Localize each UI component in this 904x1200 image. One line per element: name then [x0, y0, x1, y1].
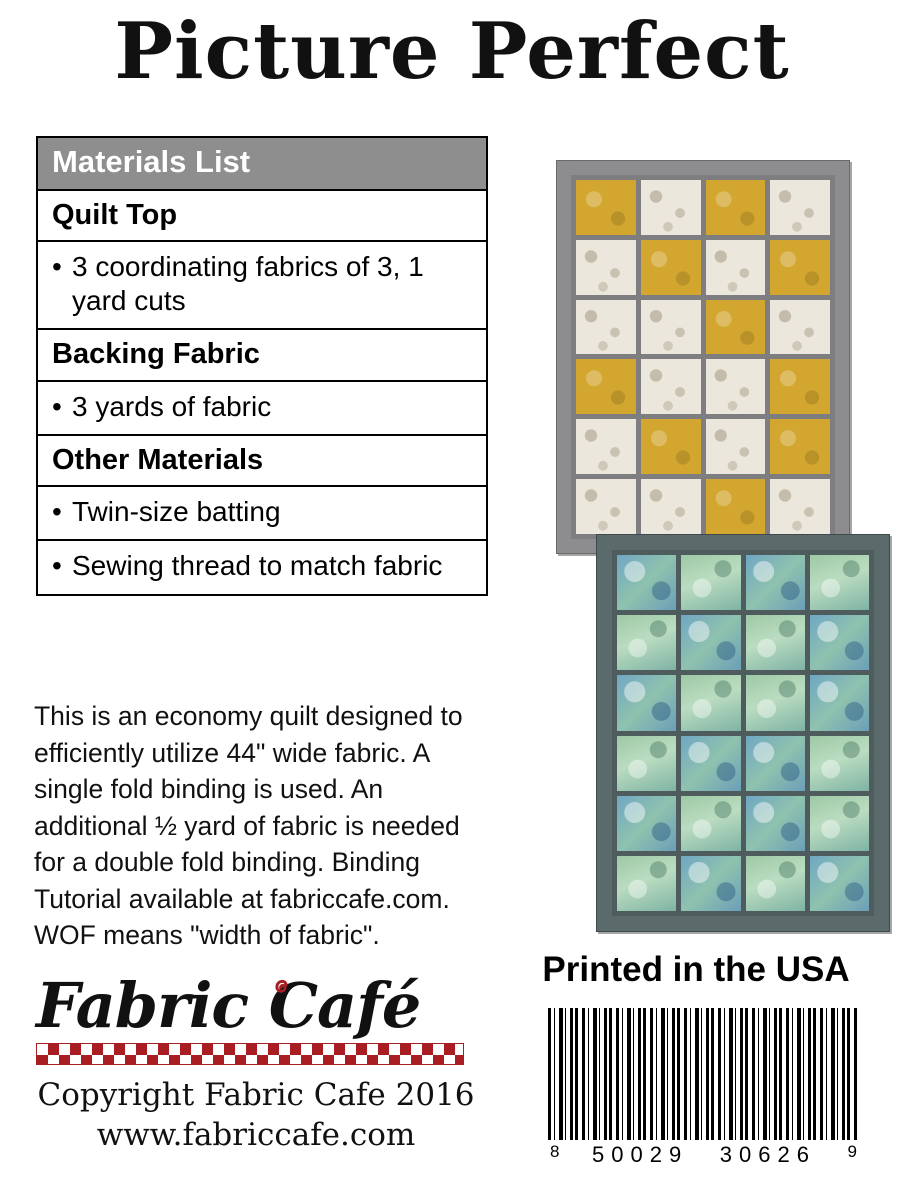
quilt-patch [746, 615, 805, 670]
quilt-patch [617, 615, 676, 670]
swirl-icon [264, 977, 294, 1007]
quilt-patch [706, 419, 766, 474]
materials-list-header: Materials List [38, 138, 486, 191]
quilt-patch [706, 359, 766, 414]
barcode-group-one: 50029 [592, 1142, 689, 1167]
list-item-label: Twin-size batting [72, 496, 281, 528]
barcode-digits [548, 1142, 860, 1168]
website-text: www.fabriccafe.com [96, 1117, 416, 1154]
quilt-patch [617, 736, 676, 791]
quilt-gold-grid [571, 175, 835, 539]
quilt-patch [706, 300, 766, 355]
barcode-block [548, 1008, 860, 1168]
barcode-right-digit: 9 [847, 1142, 858, 1161]
bullet-icon: • [52, 550, 62, 582]
brand-name-label: Fabric Café [36, 969, 421, 1042]
quilt-patch [746, 856, 805, 911]
list-item-label: 3 coordinating fabrics of 3, 1 yard cuts [72, 250, 424, 317]
quilt-patch [706, 240, 766, 295]
quilt-patch [770, 300, 830, 355]
section-heading-quilt-top: Quilt Top [38, 191, 486, 242]
printed-in-usa-text: Printed in the USA [542, 950, 850, 989]
quilt-patch [770, 359, 830, 414]
list-item [38, 541, 486, 593]
quilt-photo-blue [596, 534, 890, 932]
quilt-patch [681, 796, 740, 851]
quilt-patch [681, 675, 740, 730]
quilt-patch [681, 555, 740, 610]
quilt-patch [810, 796, 869, 851]
quilt-patch [810, 675, 869, 730]
bullet-icon: • [52, 250, 62, 282]
quilt-patch [576, 419, 636, 474]
list-item [38, 242, 486, 330]
quilt-blue-grid [612, 550, 874, 916]
quilt-patch [746, 675, 805, 730]
barcode-image [548, 1008, 860, 1140]
brand-logo-block [36, 969, 476, 1156]
quilt-patch [576, 359, 636, 414]
checker-divider [36, 1043, 464, 1065]
quilt-patch [681, 856, 740, 911]
quilt-patch [617, 675, 676, 730]
list-item-label: 3 yards of fabric [72, 390, 272, 422]
section-heading-other-materials: Other Materials [38, 436, 486, 487]
quilt-patch [810, 555, 869, 610]
barcode-group-two: 30626 [719, 1142, 816, 1167]
quilt-patch [770, 180, 830, 235]
quilt-patch [576, 240, 636, 295]
list-item-label: Sewing thread to match fabric [72, 550, 443, 582]
section-heading-backing-fabric: Backing Fabric [38, 330, 486, 381]
quilt-patch [576, 479, 636, 534]
quilt-patch [641, 419, 701, 474]
quilt-patch [746, 555, 805, 610]
copyright-text: Copyright Fabric Cafe 2016 [37, 1077, 475, 1113]
quilt-patch [810, 736, 869, 791]
materials-list-panel [36, 136, 488, 596]
quilt-patch [681, 736, 740, 791]
brand-name [36, 969, 476, 1042]
quilt-patch [810, 615, 869, 670]
quilt-patch [641, 180, 701, 235]
bullet-icon: • [52, 390, 62, 422]
quilt-patch [770, 419, 830, 474]
quilt-patch [810, 856, 869, 911]
barcode-left-digit: 8 [550, 1142, 561, 1161]
quilt-patch [746, 796, 805, 851]
quilt-patch [706, 180, 766, 235]
quilt-patch [746, 736, 805, 791]
quilt-patch [617, 796, 676, 851]
quilt-patch [706, 479, 766, 534]
bullet-icon: • [52, 496, 62, 528]
quilt-patch [641, 300, 701, 355]
quilt-patch [770, 240, 830, 295]
page-title: Picture Perfect [114, 6, 790, 97]
description-text: This is an economy quilt designed to efficiently utilize 44" wide fabric. A single fold binding is used. An additional ½ yard of fabric is needed for a double fold binding. Binding Tutorial available at fabriccafe.com. WOF means "width of fabric". [34, 701, 463, 951]
quilt-patch [641, 359, 701, 414]
list-item [38, 382, 486, 436]
quilt-patch [641, 479, 701, 534]
quilt-patch [617, 555, 676, 610]
quilt-patch [576, 300, 636, 355]
quilt-patch [770, 479, 830, 534]
quilt-patch [617, 856, 676, 911]
quilt-photo-gold [556, 160, 850, 554]
quilt-patch [576, 180, 636, 235]
quilt-patch [641, 240, 701, 295]
list-item [38, 487, 486, 541]
quilt-patch [681, 615, 740, 670]
